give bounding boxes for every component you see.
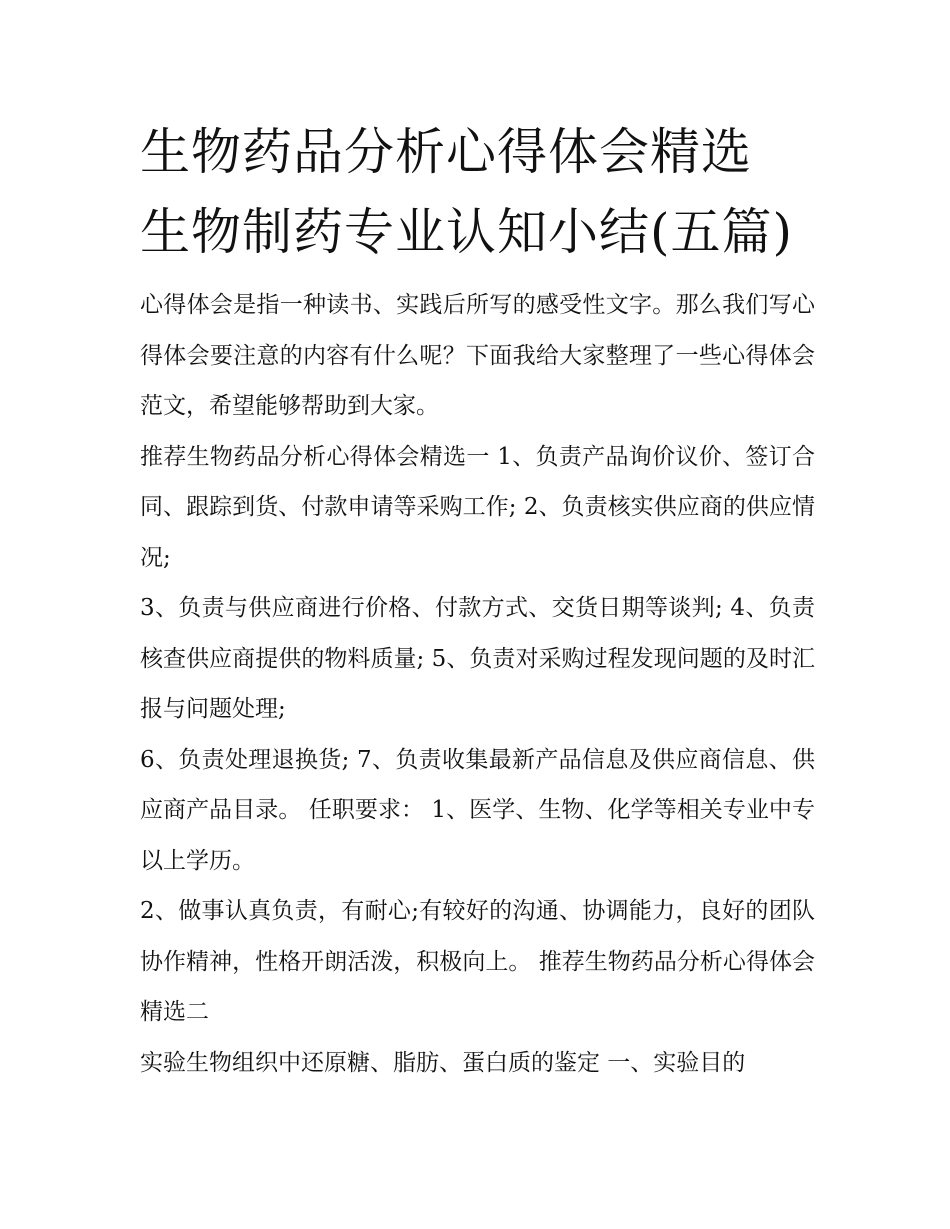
paragraph-intro: 心得体会是指一种读书、实践后所写的感受性文字。那么我们写心得体会要注意的内容有什么呢？下面我给大家整理了一些心得体会范文，希望能够帮助到大家。 [140, 292, 815, 419]
document-body [140, 280, 815, 1088]
paragraph-duties-3-5: 3、负责与供应商进行价格、付款方式、交货日期等谈判; 4、负责核查供应商提供的物料质量; 5、负责对采购过程发现问题的及时汇报与问题处理; [140, 595, 815, 722]
paragraph-experiment: 实验生物组织中还原糖、脂肪、蛋白质的鉴定 一、实验目的 [140, 1049, 746, 1076]
paragraph-duties-6-7: 6、负责处理退换货; 7、负责收集最新产品信息及供应商信息、供应商产品目录。 任职要求： 1、医学、生物、化学等相关专业中专以上学历。 [140, 746, 815, 874]
document-title: 生物药品分析心得体会精选 生物制药专业认知小结(五篇) [140, 123, 794, 261]
paragraph-section-one: 推荐生物药品分析心得体会精选一 1、负责产品询价议价、签订合同、跟踪到货、付款申请等采购工作; 2、负责核实供应商的供应情况; [140, 443, 815, 571]
paragraph-requirements: 2、做事认真负责，有耐心;有较好的沟通、协调能力，良好的团队协作精神，性格开朗活泼，积极向上。 推荐生物药品分析心得体会精选二 [140, 898, 815, 1025]
document-page [140, 112, 815, 1088]
